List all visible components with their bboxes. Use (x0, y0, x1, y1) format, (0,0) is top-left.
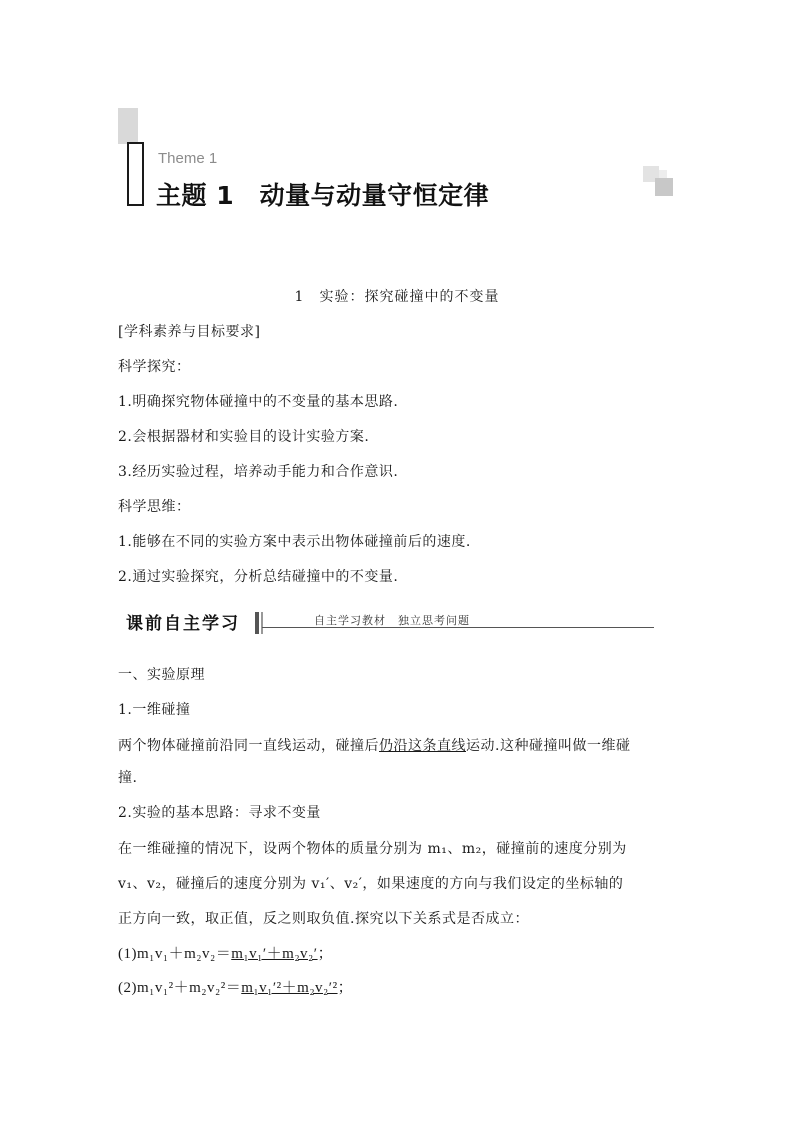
one-d-definition-cont: 撞. (118, 770, 138, 786)
paragraph-line: 正方向一致，取正值，反之则取负值.探究以下关系式是否成立： (118, 911, 529, 927)
equation-left: (2)m₁v₁²＋m₂v₂²＝ (118, 980, 242, 996)
inquiry-item: 2.会根据器材和实验目的设计实验方案. (118, 429, 370, 445)
paragraph-line: 在一维碰撞的情况下，设两个物体的质量分别为 m₁、m₂，碰撞前的速度分别为 (118, 841, 627, 857)
decorative-square (659, 170, 667, 178)
theme-title: 主题 1 动量与动量守恒定律 (156, 181, 490, 210)
inquiry-label: 科学探究： (118, 359, 191, 375)
thinking-item: 2.通过实验探究，分析总结碰撞中的不变量. (118, 569, 399, 585)
thinking-item: 1.能够在不同的实验方案中表示出物体碰撞前后的速度. (118, 534, 471, 550)
underlined-term: 仍沿这条直线 (379, 738, 466, 754)
text-run: ； (337, 980, 354, 996)
thinking-label: 科学思维： (118, 499, 191, 515)
goals-heading: [学科素养与目标要求] (118, 324, 261, 340)
equation-answer: m₁v₁′²＋m₂v₂′² (241, 980, 338, 996)
inquiry-item: 3.经历实验过程，培养动手能力和合作意识. (118, 464, 399, 480)
decorative-square (655, 178, 673, 196)
equation-2 (118, 978, 353, 998)
paragraph-line: v₁、v₂，碰撞后的速度分别为 v₁′、v₂′，如果速度的方向与我们设定的坐标轴的 (118, 876, 624, 892)
equation-1 (118, 944, 333, 964)
text-run: 运动.这种碰撞叫做一维碰 (466, 738, 631, 754)
banner-rule (262, 627, 654, 628)
equation-answer: m₁v₁′＋m₂v₂′ (231, 946, 318, 962)
text-run: ； (317, 946, 334, 962)
one-d-definition (118, 736, 630, 756)
one-d-heading: 1.一维碰撞 (118, 702, 191, 718)
theme-label: Theme 1 (158, 150, 218, 167)
banner-subtitle: 自主学习教材 独立思考问题 (314, 614, 470, 627)
text-run: 两个物体碰撞前沿同一直线运动，碰撞后 (118, 738, 379, 754)
banner-divider (261, 612, 263, 634)
idea-heading: 2.实验的基本思路：寻求不变量 (118, 805, 321, 821)
equation-left: (1)m₁v₁＋m₂v₂＝ (118, 946, 232, 962)
banner-title: 课前自主学习 (126, 614, 240, 634)
section-title: 1 实验：探究碰撞中的不变量 (294, 289, 500, 305)
header-decoration-frame (127, 142, 144, 206)
banner-divider (255, 612, 259, 634)
header-decoration-bar (118, 108, 138, 144)
principle-heading: 一、实验原理 (118, 667, 205, 683)
inquiry-item: 1.明确探究物体碰撞中的不变量的基本思路. (118, 394, 399, 410)
